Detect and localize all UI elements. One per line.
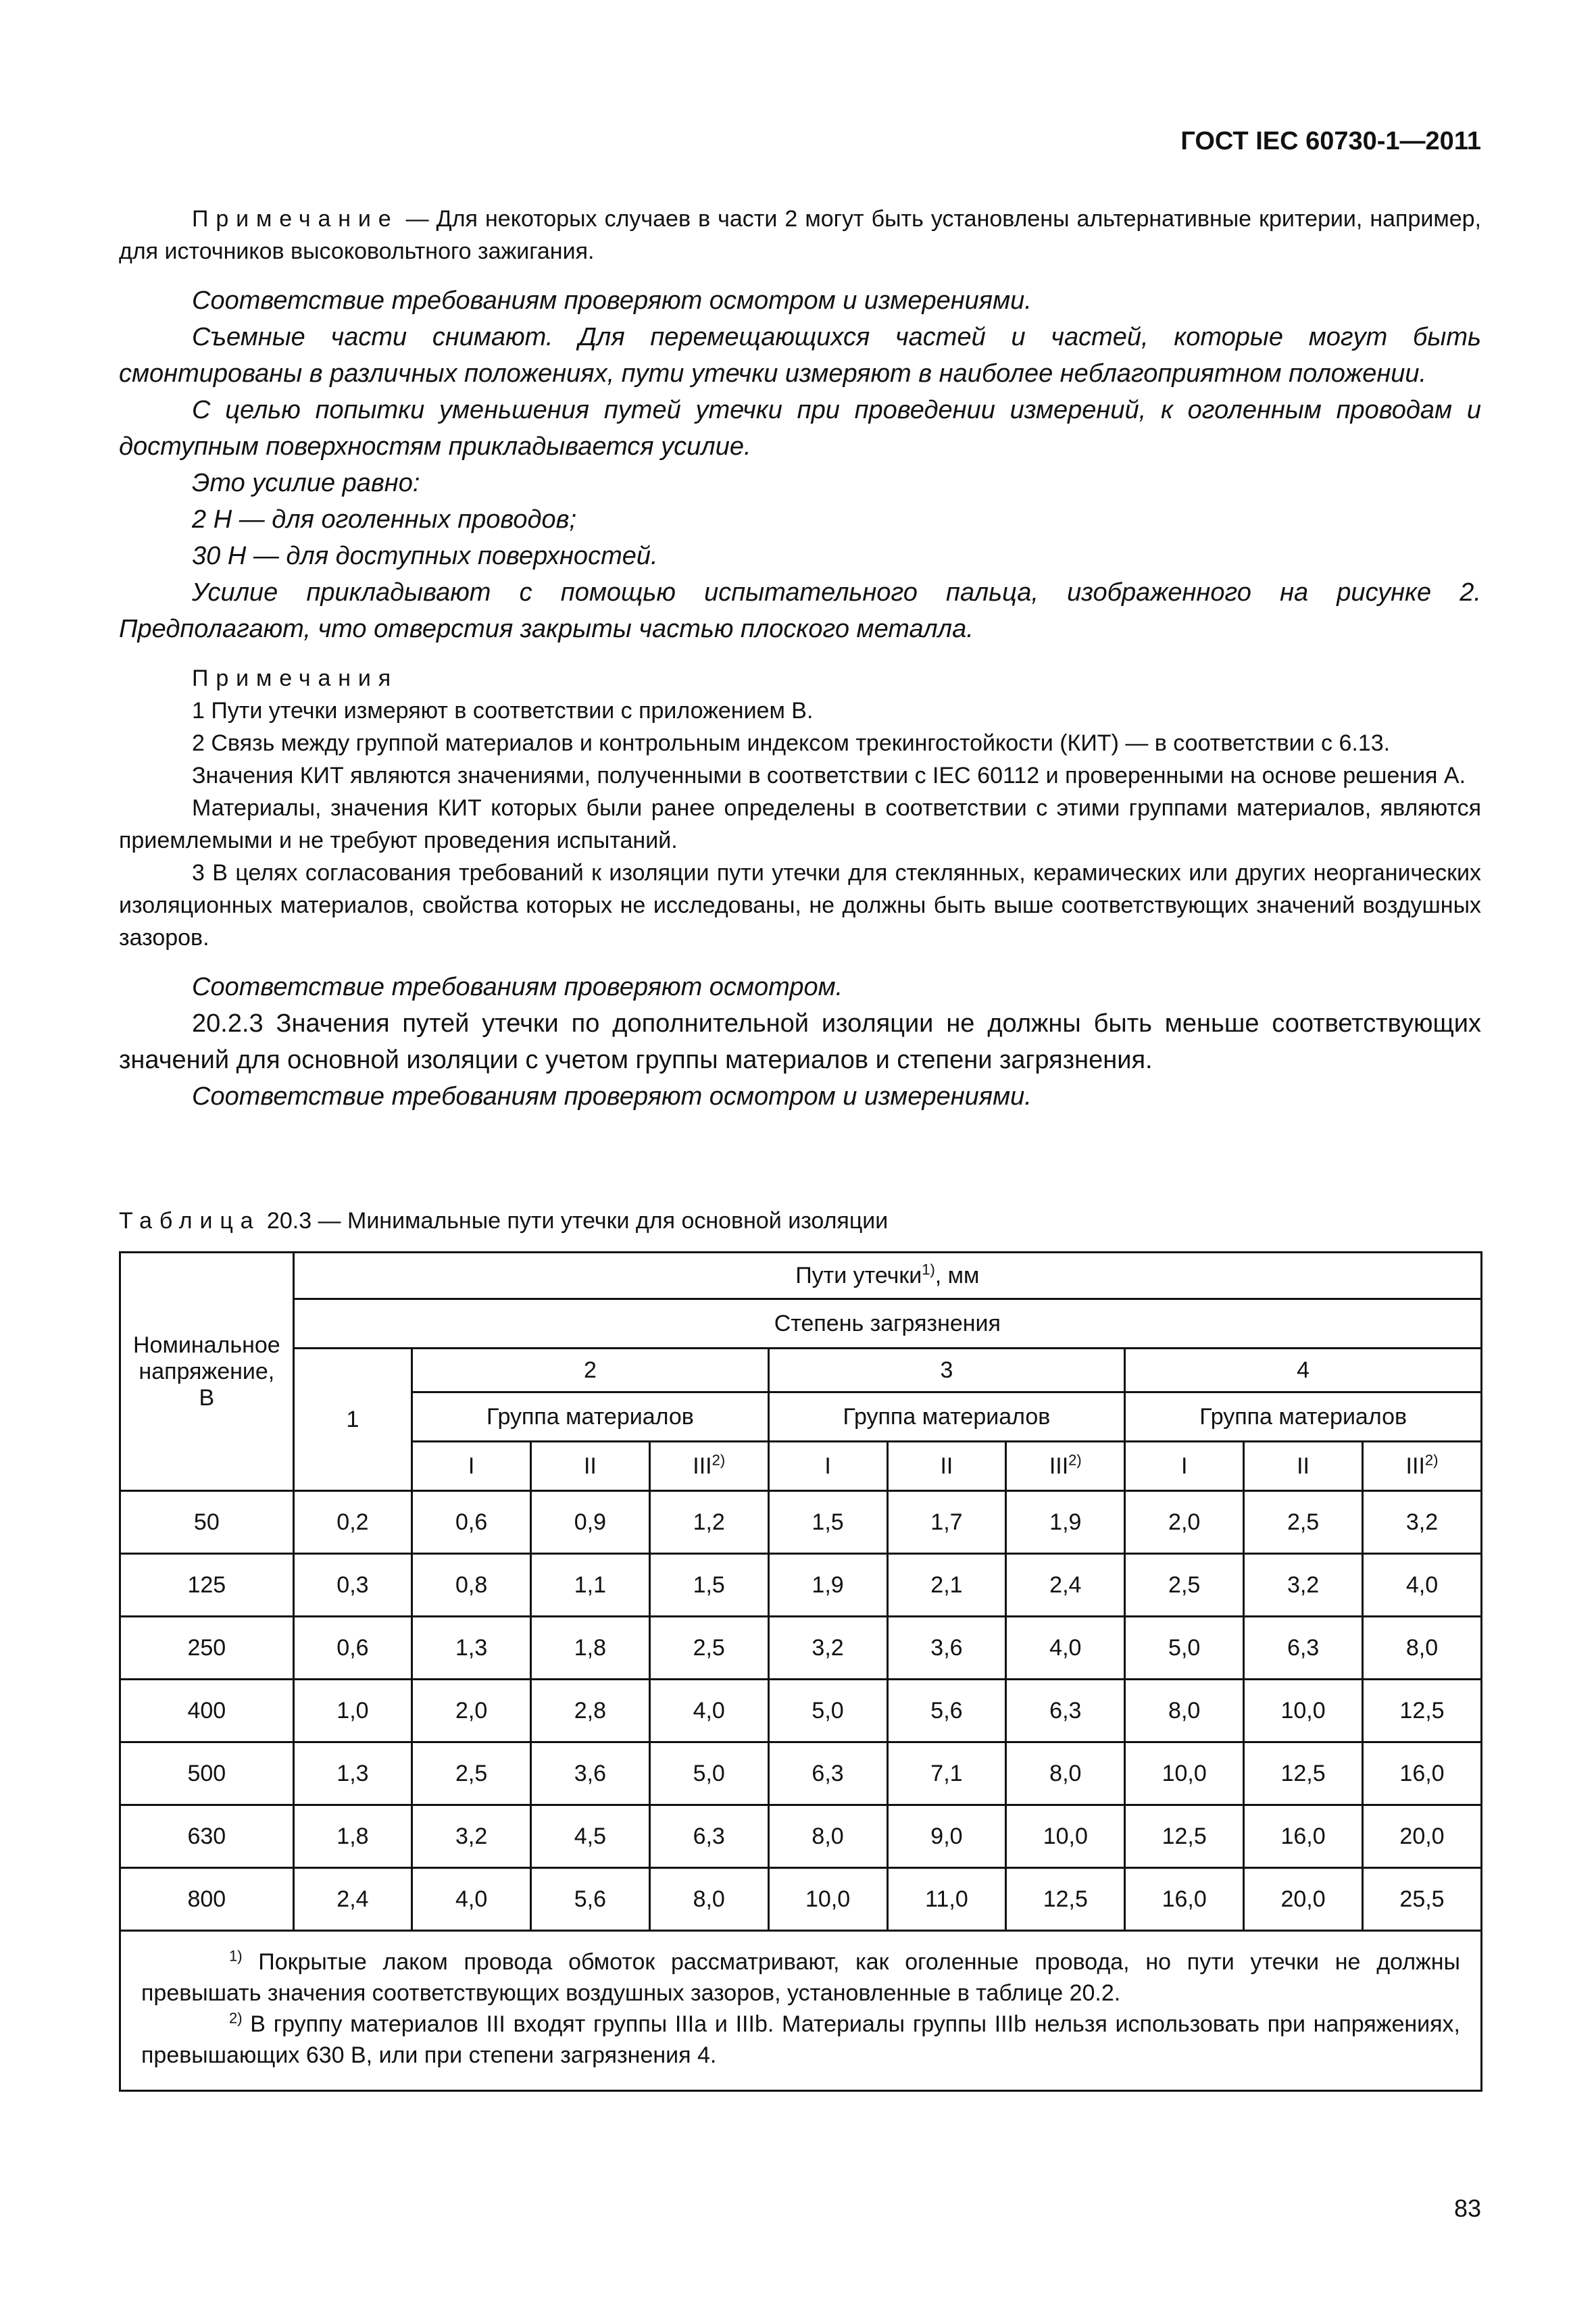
group-header: III$^{2)}$ xyxy=(649,1442,768,1491)
creepage-value-cell: 1,8 xyxy=(293,1805,412,1868)
creepage-value-cell: 6,3 xyxy=(649,1805,768,1868)
body-text xyxy=(119,203,1481,1115)
creepage-value-cell: 25,5 xyxy=(1363,1868,1482,1931)
column-header-pollution: Степень загрязнения xyxy=(293,1299,1481,1349)
creepage-value-cell: 10,0 xyxy=(1125,1742,1244,1805)
note-intro xyxy=(119,203,1481,268)
pollution-degree-4: 4 xyxy=(1125,1349,1482,1392)
creepage-value-cell: 10,0 xyxy=(1244,1680,1363,1742)
table-row xyxy=(120,1554,1482,1617)
creepage-value-cell: 1,9 xyxy=(1006,1491,1125,1554)
column-header-creepage: Пути утечки$^{1)}$, мм xyxy=(293,1253,1481,1299)
creepage-value-cell: 5,0 xyxy=(768,1680,887,1742)
column-header-voltage: Номинальное напряжение, В xyxy=(120,1253,294,1491)
creepage-value-cell: 1,5 xyxy=(649,1554,768,1617)
group-header: II xyxy=(531,1442,650,1491)
table-body xyxy=(120,1491,1482,1931)
creepage-value-cell: 0,6 xyxy=(412,1491,531,1554)
creepage-value-cell: 4,0 xyxy=(649,1680,768,1742)
note-item: 1 Пути утечки измеряют в соответствии с приложением В. xyxy=(192,698,814,724)
creepage-value-cell: 4,5 xyxy=(531,1805,650,1868)
creepage-value-cell: 0,9 xyxy=(531,1491,650,1554)
creepage-value-cell: 4,0 xyxy=(412,1868,531,1931)
creepage-value-cell: 0,2 xyxy=(293,1491,412,1554)
creepage-value-cell: 1,3 xyxy=(412,1617,531,1680)
table-row xyxy=(120,1868,1482,1931)
italic-paragraph: Соответствие требованиям проверяют осмотром и измерениями. xyxy=(192,286,1032,315)
creepage-value-cell: 0,8 xyxy=(412,1554,531,1617)
standard-code: ГОСТ IEC 60730-1—2011 xyxy=(1180,127,1481,155)
voltage-cell: 400 xyxy=(120,1680,294,1742)
creepage-value-cell: 10,0 xyxy=(768,1868,887,1931)
table-row xyxy=(120,1805,1482,1868)
creepage-table xyxy=(119,1251,1482,2092)
table-caption xyxy=(119,1208,888,1234)
creepage-value-cell: 8,0 xyxy=(1006,1742,1125,1805)
group-header: II xyxy=(887,1442,1006,1491)
creepage-value-cell: 6,3 xyxy=(1006,1680,1125,1742)
italic-paragraph: Соответствие требованиям проверяют осмотром. xyxy=(192,973,843,1001)
creepage-value-cell: 12,5 xyxy=(1125,1805,1244,1868)
creepage-value-cell: 1,1 xyxy=(531,1554,650,1617)
creepage-value-cell: 1,7 xyxy=(887,1491,1006,1554)
creepage-value-cell: 5,6 xyxy=(887,1680,1006,1742)
creepage-value-cell: 2,5 xyxy=(412,1742,531,1805)
creepage-value-cell: 2,1 xyxy=(887,1554,1006,1617)
creepage-value-cell: 9,0 xyxy=(887,1805,1006,1868)
creepage-value-cell: 4,0 xyxy=(1006,1617,1125,1680)
material-group-header: Группа материалов xyxy=(412,1392,768,1442)
creepage-value-cell: 5,0 xyxy=(649,1742,768,1805)
creepage-value-cell: 20,0 xyxy=(1244,1868,1363,1931)
creepage-value-cell: 1,9 xyxy=(768,1554,887,1617)
note-item: 2 Связь между группой материалов и контрольным индексом трекингостойкости (КИТ) — в соответствии с 6.13. xyxy=(192,730,1391,756)
italic-paragraph: Соответствие требованиям проверяют осмотром и измерениями. xyxy=(192,1082,1032,1111)
italic-paragraph: 2 Н — для оголенных проводов; xyxy=(192,505,577,534)
table-caption-label: Таблица xyxy=(119,1208,261,1234)
note-intro-text: — Для некоторых случаев в части 2 могут быть установлены альтернативные критерии, например, для источников высоковольтного зажигания. xyxy=(119,206,1481,264)
creepage-value-cell: 5,6 xyxy=(531,1868,650,1931)
creepage-value-cell: 1,0 xyxy=(293,1680,412,1742)
note-item: Материалы, значения КИТ которых были ранее определены в соответствии с этими группами материалов, являются приемлемыми и не требуют проведения испытаний. xyxy=(119,795,1481,853)
creepage-value-cell: 2,5 xyxy=(649,1617,768,1680)
italic-paragraph: С целью попытки уменьшения путей утечки при проведении измерений, к оголенным проводам и доступным поверхностям прикладывается усилие. xyxy=(119,396,1481,461)
creepage-value-cell: 4,0 xyxy=(1363,1554,1482,1617)
creepage-value-cell: 12,5 xyxy=(1244,1742,1363,1805)
creepage-value-cell: 16,0 xyxy=(1244,1805,1363,1868)
pollution-degree-3: 3 xyxy=(768,1349,1125,1392)
creepage-value-cell: 1,5 xyxy=(768,1491,887,1554)
note-item: Значения КИТ являются значениями, полученными в соответствии с IEC 60112 и проверенными на основе решения А. xyxy=(192,763,1466,788)
material-group-header: Группа материалов xyxy=(1125,1392,1482,1442)
voltage-cell: 500 xyxy=(120,1742,294,1805)
pollution-degree-1: 1 xyxy=(293,1349,412,1491)
creepage-value-cell: 1,8 xyxy=(531,1617,650,1680)
table-row xyxy=(120,1617,1482,1680)
voltage-cell: 630 xyxy=(120,1805,294,1868)
creepage-value-cell: 8,0 xyxy=(1363,1617,1482,1680)
creepage-value-cell: 2,5 xyxy=(1244,1491,1363,1554)
creepage-value-cell: 8,0 xyxy=(649,1868,768,1931)
creepage-value-cell: 1,2 xyxy=(649,1491,768,1554)
creepage-value-cell: 8,0 xyxy=(1125,1680,1244,1742)
clause-20-2-3: 20.2.3 Значения путей утечки по дополнительной изоляции не должны быть меньше соответствующих значений для основной изоляции с учетом группы материалов и степени загрязнения. xyxy=(119,1009,1481,1074)
group-header: I xyxy=(768,1442,887,1491)
group-header: II xyxy=(1244,1442,1363,1491)
creepage-value-cell: 3,2 xyxy=(768,1617,887,1680)
footnote: $^{2)}$ В группу материалов III входят группы IIIa и IIIb. Материалы группы IIIb нельзя использовать при напряжениях, превышающих 630 В, или при степени загрязнения 4. xyxy=(141,2009,1460,2068)
creepage-value-cell: 2,0 xyxy=(412,1680,531,1742)
creepage-value-cell: 12,5 xyxy=(1006,1868,1125,1931)
table-row xyxy=(120,1491,1482,1554)
table-row xyxy=(120,1680,1482,1742)
group-header: I xyxy=(1125,1442,1244,1491)
creepage-value-cell: 20,0 xyxy=(1363,1805,1482,1868)
page-number: 83 xyxy=(1453,2194,1481,2222)
footnote: $^{1)}$ Покрытые лаком провода обмоток рассматривают, как оголенные провода, но пути утечки не должны превышать значения соответствующих воздушных зазоров, установленные в таблице 20.2. xyxy=(141,1947,1460,2006)
table-footnotes xyxy=(120,1931,1482,2091)
italic-paragraph: Съемные части снимают. Для перемещающихся частей и частей, которые могут быть смонтированы в различных положениях, пути утечки измеряют в наиболее неблагоприятном положении. xyxy=(119,323,1481,388)
table-caption-text: 20.3 — Минимальные пути утечки для основной изоляции xyxy=(260,1208,889,1234)
creepage-value-cell: 7,1 xyxy=(887,1742,1006,1805)
creepage-value-cell: 0,6 xyxy=(293,1617,412,1680)
creepage-value-cell: 8,0 xyxy=(768,1805,887,1868)
creepage-value-cell: 0,3 xyxy=(293,1554,412,1617)
table-row xyxy=(120,1742,1482,1805)
group-header: III$^{2)}$ xyxy=(1363,1442,1482,1491)
creepage-value-cell: 5,0 xyxy=(1125,1617,1244,1680)
creepage-value-cell: 2,4 xyxy=(1006,1554,1125,1617)
notes-heading: Примечания xyxy=(192,665,399,691)
creepage-value-cell: 3,2 xyxy=(412,1805,531,1868)
creepage-value-cell: 2,5 xyxy=(1125,1554,1244,1617)
pollution-degree-2: 2 xyxy=(412,1349,768,1392)
creepage-value-cell: 16,0 xyxy=(1125,1868,1244,1931)
creepage-value-cell: 2,4 xyxy=(293,1868,412,1931)
note-item: 3 В целях согласования требований к изоляции пути утечки для стеклянных, керамических или других неорганических изоляционных материалов, свойства которых не исследованы, не должны быть выше соответствующих значений воздушных зазоров. xyxy=(119,860,1481,951)
creepage-value-cell: 6,3 xyxy=(1244,1617,1363,1680)
voltage-cell: 800 xyxy=(120,1868,294,1931)
creepage-value-cell: 3,6 xyxy=(531,1742,650,1805)
creepage-value-cell: 1,3 xyxy=(293,1742,412,1805)
creepage-value-cell: 2,0 xyxy=(1125,1491,1244,1554)
creepage-value-cell: 3,6 xyxy=(887,1617,1006,1680)
creepage-value-cell: 16,0 xyxy=(1363,1742,1482,1805)
creepage-value-cell: 3,2 xyxy=(1244,1554,1363,1617)
italic-paragraph: 30 Н — для доступных поверхностей. xyxy=(192,542,658,570)
creepage-value-cell: 2,8 xyxy=(531,1680,650,1742)
voltage-cell: 50 xyxy=(120,1491,294,1554)
material-group-header: Группа материалов xyxy=(768,1392,1125,1442)
creepage-value-cell: 11,0 xyxy=(887,1868,1006,1931)
creepage-value-cell: 6,3 xyxy=(768,1742,887,1805)
italic-paragraph: Это усилие равно: xyxy=(192,469,420,497)
creepage-value-cell: 12,5 xyxy=(1363,1680,1482,1742)
creepage-value-cell: 3,2 xyxy=(1363,1491,1482,1554)
voltage-cell: 250 xyxy=(120,1617,294,1680)
group-header: III$^{2)}$ xyxy=(1006,1442,1125,1491)
note-intro-label: Примечание xyxy=(192,206,399,232)
creepage-value-cell: 10,0 xyxy=(1006,1805,1125,1868)
italic-paragraph: Усилие прикладывают с помощью испытательного пальца, изображенного на рисунке 2. Предполагают, что отверстия закрыты частью плоского металла. xyxy=(119,578,1481,643)
voltage-cell: 125 xyxy=(120,1554,294,1617)
group-header: I xyxy=(412,1442,531,1491)
